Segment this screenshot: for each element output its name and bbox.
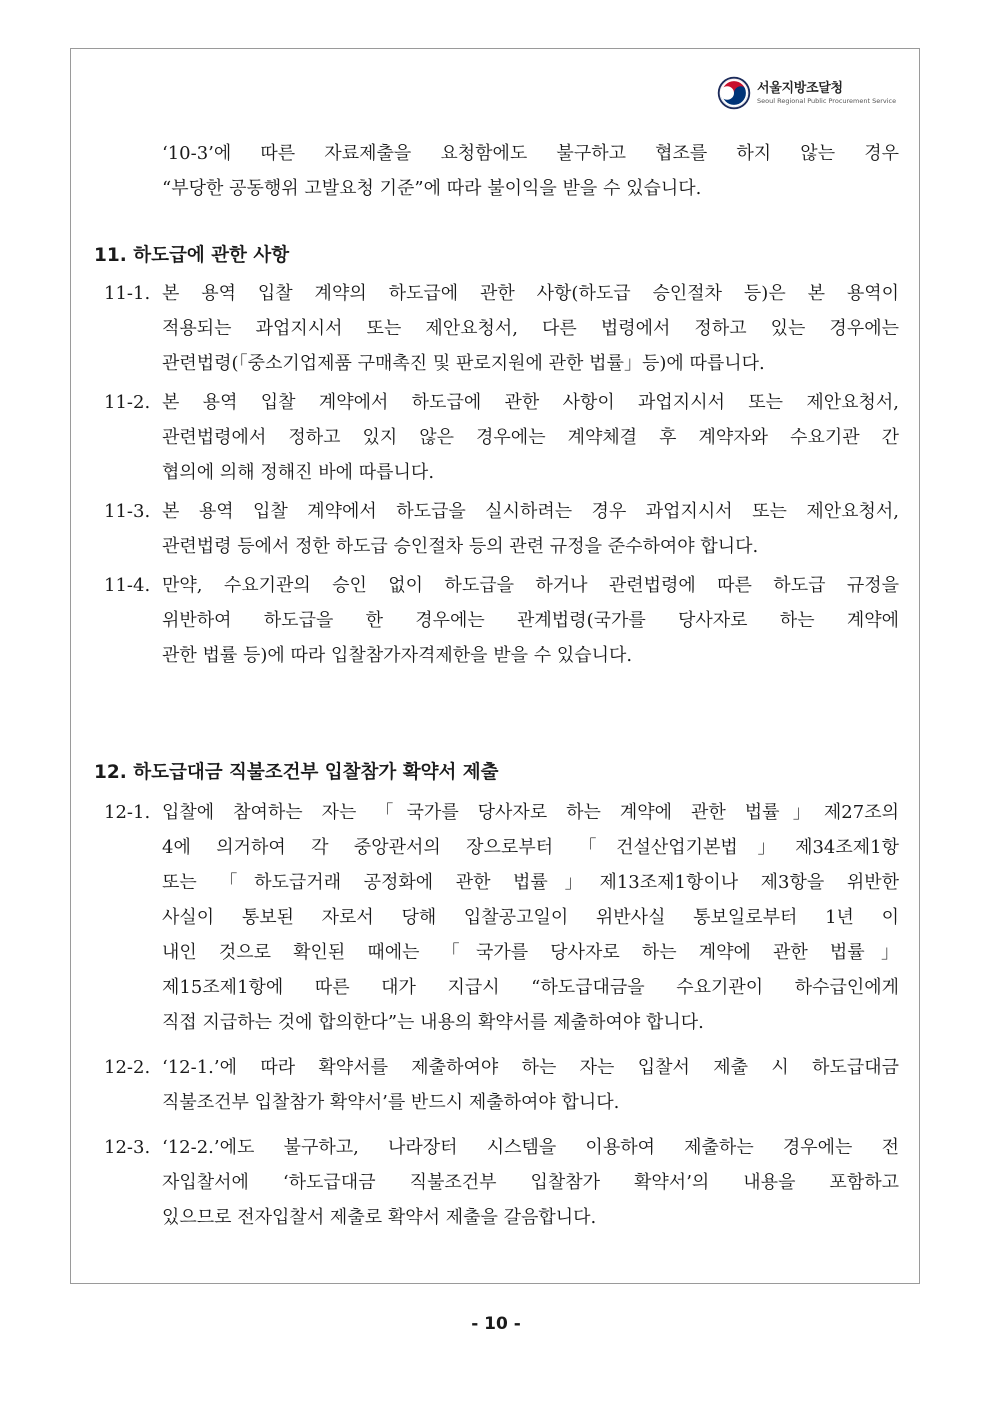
section-11-heading: 11. 하도급에 관한 사항: [94, 245, 290, 266]
section-11-list: [94, 276, 899, 673]
item-number: 12-2.: [104, 1057, 151, 1078]
item-text: [162, 1130, 899, 1235]
item-number: 11-4.: [104, 575, 151, 596]
text-line: 적용되는 과업지시서 또는 제안요청서, 다른 법령에서 정하고 있는 경우에는: [162, 318, 899, 339]
page-number: - 10 -: [471, 1314, 521, 1334]
section-12-list: [94, 795, 899, 1235]
list-item: [94, 568, 899, 673]
item-number: 11-3.: [104, 501, 151, 522]
list-item: [94, 1050, 899, 1120]
list-item: [94, 494, 899, 564]
text-line: 관련법령 등에서 정한 하도급 승인절차 등의 관련 규정을 준수하여야 합니다.: [162, 536, 759, 557]
text-line: 만약, 수요기관의 승인 없이 하도급을 하거나 관련법령에 따른 하도급 규정을: [162, 575, 899, 596]
item-text: [162, 276, 899, 381]
text-line: ‘10-3’에 따른 자료제출을 요청함에도 불구하고 협조를 하지 않는 경우: [162, 143, 899, 164]
text-line: 관련법령(「중소기업제품 구매촉진 및 판로지원에 관한 법률」등)에 따릅니다.: [162, 353, 765, 374]
item-text: [162, 568, 899, 673]
item-number: 12-3.: [104, 1137, 151, 1158]
text-line: 입찰에 참여하는 자는 「국가를 당사자로 하는 계약에 관한 법률」제27조의: [162, 802, 899, 823]
text-line: 자입찰서에 ‘하도급대금 직불조건부 입찰참가 확약서’의 내용을 포함하고: [162, 1172, 899, 1193]
intro-paragraph: [94, 136, 899, 206]
item-number: 11-1.: [104, 283, 151, 304]
org-name: 서울지방조달청: [757, 80, 843, 96]
text-line: “부당한 공동행위 고발요청 기준”에 따라 불이익을 받을 수 있습니다.: [162, 178, 702, 199]
text-line: 있으므로 전자입찰서 제출로 확약서 제출을 갈음합니다.: [162, 1207, 597, 1228]
text-line: 내인 것으로 확인된 때에는 「국가를 당사자로 하는 계약에 관한 법률」: [162, 942, 899, 963]
text-line: 관한 법률 등)에 따라 입찰참가자격제한을 받을 수 있습니다.: [162, 645, 633, 666]
text-line: 관련법령에서 정하고 있지 않은 경우에는 계약체결 후 계약자와 수요기관 간: [162, 427, 899, 448]
item-text: [162, 795, 899, 1040]
text-line: 협의에 의해 정해진 바에 따릅니다.: [162, 462, 435, 483]
item-text: [162, 494, 899, 564]
item-number: 12-1.: [104, 802, 151, 823]
org-name-english: Seoul Regional Public Procurement Service: [757, 96, 897, 105]
text-line: 또는 「하도급거래 공정화에 관한 법률」제13조제1항이나 제3항을 위반한: [162, 872, 899, 893]
text-line: 사실이 통보된 자로서 당해 입찰공고일이 위반사실 통보일로부터 1년 이: [162, 907, 899, 928]
text-line: 직접 지급하는 것에 합의한다”는 내용의 확약서를 제출하여야 합니다.: [162, 1012, 704, 1033]
item-text: [162, 1050, 899, 1120]
text-line: 제15조제1항에 따른 대가 지급시 “하도급대금을 수요기관이 하수급인에게: [162, 977, 899, 998]
text-line: 본 용역 입찰 계약에서 하도급에 관한 사항이 과업지시서 또는 제안요청서,: [162, 392, 899, 413]
item-text: [162, 385, 899, 490]
text-line: 본 용역 입찰 계약의 하도급에 관한 사항(하도급 승인절차 등)은 본 용역이: [162, 283, 899, 304]
text-line: ‘12-2.’에도 불구하고, 나라장터 시스템을 이용하여 제출하는 경우에는 전: [162, 1137, 899, 1158]
org-logo: [717, 76, 896, 110]
item-number: 11-2.: [104, 392, 151, 413]
list-item: [94, 385, 899, 490]
list-item: [94, 276, 899, 381]
text-line: 4에 의거하여 각 중앙관서의 장으로부터 「건설산업기본법」제34조제1항: [162, 837, 899, 858]
section-12-heading: 12. 하도급대금 직불조건부 입찰참가 확약서 제출: [94, 762, 499, 783]
taegeuk-emblem-icon: [717, 76, 751, 110]
text-line: 위반하여 하도급을 한 경우에는 관계법령(국가를 당사자로 하는 계약에: [162, 610, 899, 631]
text-line: ‘12-1.’에 따라 확약서를 제출하여야 하는 자는 입찰서 제출 시 하도급대금: [162, 1057, 899, 1078]
list-item: [94, 1130, 899, 1235]
document-body: [94, 136, 899, 1235]
text-line: 본 용역 입찰 계약에서 하도급을 실시하려는 경우 과업지시서 또는 제안요청서,: [162, 501, 899, 522]
list-item: [94, 795, 899, 1040]
text-line: 직불조건부 입찰참가 확약서’를 반드시 제출하여야 합니다.: [162, 1092, 620, 1113]
